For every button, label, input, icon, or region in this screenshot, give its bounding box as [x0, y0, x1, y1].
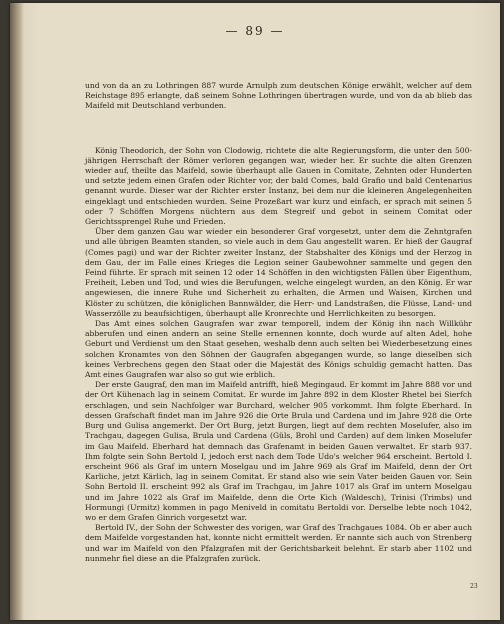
page-number: — 89 —: [225, 24, 285, 38]
book-page: [10, 3, 500, 620]
paragraph-1: und von da an zu Lothringen 887 wurde Arnulph zum deutschen Könige erwählt, welcher auf dem Reichstage 895 erlangte, daß seinem Sohne Lothringen übertragen wurde, und von da ab blieb das Maifeld mit Deutschland verbunden.: [85, 81, 472, 111]
paragraph-6: Bertold IV., der Sohn der Schwester des vorigen, war Graf des Trachgaues 1084. Ob er aber auch dem Maifelde vorgestanden hat, konnte nicht ermittelt werden. Er nannte sich auch von Strenberg und war im Maifeld von den Pfalzgrafen mit der Gerichtsbarkeit belehnt. Er starb aber 1102 und nunmehr fiel diese an die Pfalzgrafen zurück.: [85, 523, 472, 563]
page-spine-shadow: [10, 3, 24, 620]
signature-mark: 23: [470, 583, 478, 590]
paragraph-5: Der erste Gaugraf, den man im Maifeld antrifft, hieß Megingaud. Er kommt im Jahre 888 vor und der Ort Kühenach lag in seinem Comitat. Er wurde im Jahre 892 in dem Kloster Rhetel bei Sierfch erschlagen, und sein Nachfolger war Burchard, welcher 905 vorkommt. Ihm folgte Eberhard. In dessen Grafschaft findet man im Jahre 926 die Orte Brula und Cardena und im Jahre 928 die Orte Burg und Gulisa angemerkt. Der Ort Burg, jetzt Burgen, liegt auf dem rechten Moselufer, also im Trachgau, dagegen Gulisa, Brula und Cardena (Güls, Brohl und Carden) auf dem linken Moselufer im Gau Maifeld. Eberhard hat demnach das Grafenamt in beiden Gauen verwaltet. Er starb 937. Ihm folgte sein Sohn Bertold I, jedoch erst nach dem Tode Udo's welcher 964 erscheint. Bertold I. erscheint 966 als Graf im untern Moselgau und im Jahre 969 als Graf im Maifeld, denn der Ort Karliche, jetzt Kärlich, lag in seinem Comitat. Er stand also wie sein Vater beiden Gauen vor. Sein Sohn Bertold II. erscheint 992 als Graf im Trachgau, im Jahre 1017 als Graf im untern Moselgau und im Jahre 1022 als Graf im Maifelde, denn die Orte Kich (Waldesch), Trinisi (Trimbs) und Hormungi (Urmitz) kommen in pago Meniveld in comitatu Bertoldi vor. Derselbe lebte noch 1042, wo er dem Grafen Ginrich vorgesetzt war.: [85, 380, 472, 522]
paragraph-3: Über dem ganzen Gau war wieder ein besonderer Graf vorgesetzt, unter dem die Zehntgrafen und alle übrigen Beamten standen, so viele auch in dem Gau angestellt waren. Er hieß der Gaugraf (Comes pagi) und war der Richter zweiter Instanz, der Stabshalter des Königs und der Herzog in dem Gau, der im Falle eines Krieges die Legion seiner Gaubewohner sammelte und gegen den Feind führte. Er sprach mit seinen 12 oder 14 Schöffen in den wichtigsten Fällen über Eigenthum, Freiheit, Leben und Tod, und wies die Berufungen, welche eingelegt wurden, an den König. Er war angewiesen, die innere Ruhe und Sicherheit zu erhalten, die Armen und Waisen, Kirchen und Klöster zu schützen, die königlichen Bannwälder, die Herr- und Landstraßen, die Flüsse, Land- und Wasserzölle zu beaufsichtigen, überhaupt alle Kronrechte und Herrlichkeiten zu besorgen.: [85, 227, 472, 318]
page-body: [85, 81, 472, 564]
paragraph-4: Das Amt eines solchen Gaugrafen war zwar temporell, indem der König ihn nach Willkühr abberufen und einen andern an seine Stelle ernennen konnte, doch wurde auf alten Adel, hohe Geburt und Verdienst um den Staat gesehen, weshalb denn auch selten bei Wiederbesetzung eines solchen Kronamtes von den Söhnen der Gaugrafen abgegangen wurde, so lange dieselben sich keines Verbrechens gegen den Staat oder die Majestät des Königs schuldig gemacht hatten. Das Amt eines Gaugrafen war also so gut wie erblich.: [85, 319, 472, 380]
paragraph-2: König Theodorich, der Sohn von Clodowig, richtete die alte Regierungsform, die unter den 500-jährigen Herrschaft der Römer verloren gegangen war, wieder her. Er suchte die alten Grenzen wieder auf, theilte das Maifeld, sowie überhaupt alle Gauen in Comitate, Zehnten oder Hunderten und setzte jedem einen Grafen oder Richter vor, der bald Comes, bald Grafio und bald Centenarius genannt wurde. Dieser war der Richter erster Instanz, bei dem nur die kleineren Angelegenheiten eingeklagt und entschieden wurden. Seine Prozeßart war kurz und einfach, er sprach mit seinen 5 oder 7 Schöffen Morgens nüchtern aus dem Stegreif und gebot in seinem Comitat oder Gerichtssprengel Ruhe und Frieden.: [85, 145, 472, 227]
